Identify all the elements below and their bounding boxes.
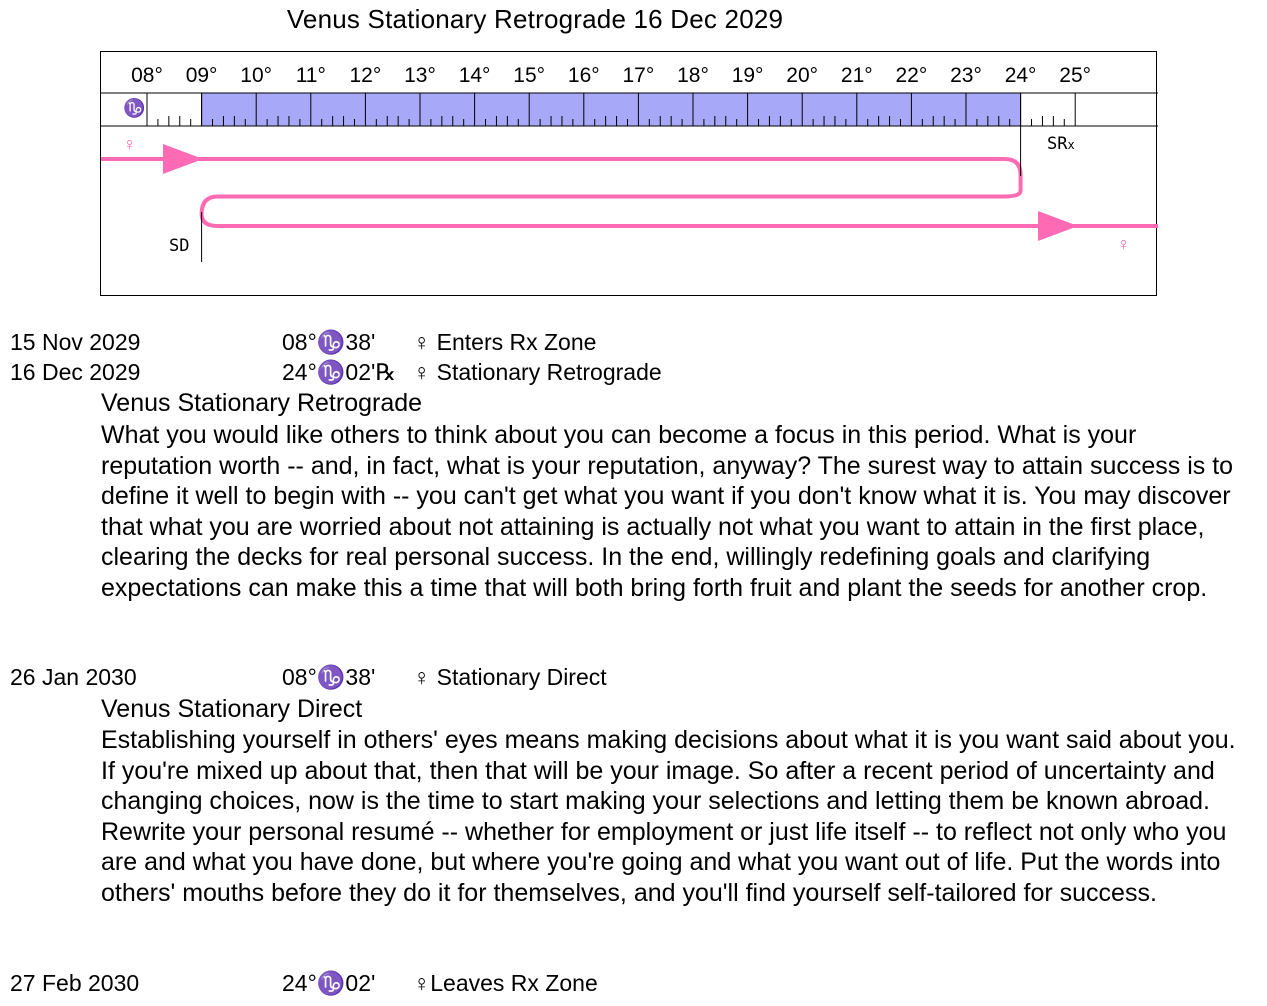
degree-label: 18° [677, 64, 709, 87]
degree-label: 20° [786, 64, 819, 87]
degree-label: 19° [731, 64, 764, 87]
venus-icon: ♀ [1117, 234, 1131, 254]
chart-title: Venus Stationary Retrograde 16 Dec 2029 [286, 4, 784, 34]
capricorn-icon: ♑ [123, 98, 146, 118]
venus-icon: ♀ [123, 134, 137, 154]
degree-label: 23° [950, 64, 982, 87]
degree-label: 14° [458, 64, 491, 87]
venus-path [101, 159, 1158, 226]
degree-label: 08° [131, 64, 163, 87]
event-date: 16 Dec 2029 [10, 359, 141, 385]
event-position: 24°♑02'℞ [282, 359, 397, 385]
section-title: Venus Stationary Retrograde [101, 389, 423, 417]
retrograde-path-svg [101, 52, 1158, 297]
degree-label: 17° [622, 64, 655, 87]
event-description: Establishing yourself in others' eyes means making decisions about what it is you want said about you. If you're mixed up about that, then that will be your image. So after a recent period of uncertainty and changing choices, now is the time to start making your selections and letting them be known abroad. Rewrite your personal resumé -- whether for employment or just life itself -- to reflect not only who you are and what you have done, but where you're going and what you want out of life. Put the words into others' mouths before they do it for themselves, and you'll find yourself self-tailored for success. [101, 726, 1236, 907]
event-position: 24°♑02' [282, 970, 376, 996]
degree-label: 12° [349, 64, 382, 87]
degree-label: 16° [567, 64, 600, 87]
event-position: 08°♑38' [282, 664, 376, 690]
event-label: ♀ Enters Rx Zone [413, 329, 597, 355]
event-date: 26 Jan 2030 [10, 664, 137, 690]
rx-zone-band [202, 93, 1021, 126]
degree-label: 09° [185, 64, 218, 87]
station-retrograde-label: SRx [1047, 134, 1075, 154]
direction-arrow [1038, 211, 1078, 241]
degree-label: 15° [513, 64, 546, 87]
degree-label: 25° [1059, 64, 1092, 87]
event-date: 15 Nov 2029 [10, 329, 141, 355]
event-label: ♀Leaves Rx Zone [413, 970, 598, 996]
degree-label: 22° [895, 64, 928, 87]
event-description: What you would like others to think about you can become a focus in this period. What is your reputation worth -- and, in fact, what is your reputation, anyway? The surest way to attain success is to define it well to begin with -- you can't get what you want if you don't know what it is. You may discover that what you are worried about not attaining is actually not what you want to attain in the first place, clearing the decks for real personal success. In the end, willingly redefining goals and clarifying expectations can make this a time that will both bring forth fruit and plant the seeds for another crop. [101, 421, 1234, 602]
station-direct-label: SD [169, 236, 190, 256]
degree-label: 11° [295, 64, 326, 87]
degree-label: 13° [404, 64, 436, 87]
direction-arrow [163, 144, 203, 174]
degree-label: 10° [240, 64, 273, 87]
event-label: ♀ Stationary Retrograde [413, 359, 662, 385]
event-label: ♀ Stationary Direct [413, 664, 607, 690]
retrograde-diagram [100, 51, 1157, 296]
event-date: 27 Feb 2030 [10, 970, 140, 996]
event-position: 08°♑38' [282, 329, 376, 355]
section-title: Venus Stationary Direct [101, 695, 363, 723]
degree-label: 24° [1004, 64, 1037, 87]
degree-label: 21° [840, 64, 873, 87]
